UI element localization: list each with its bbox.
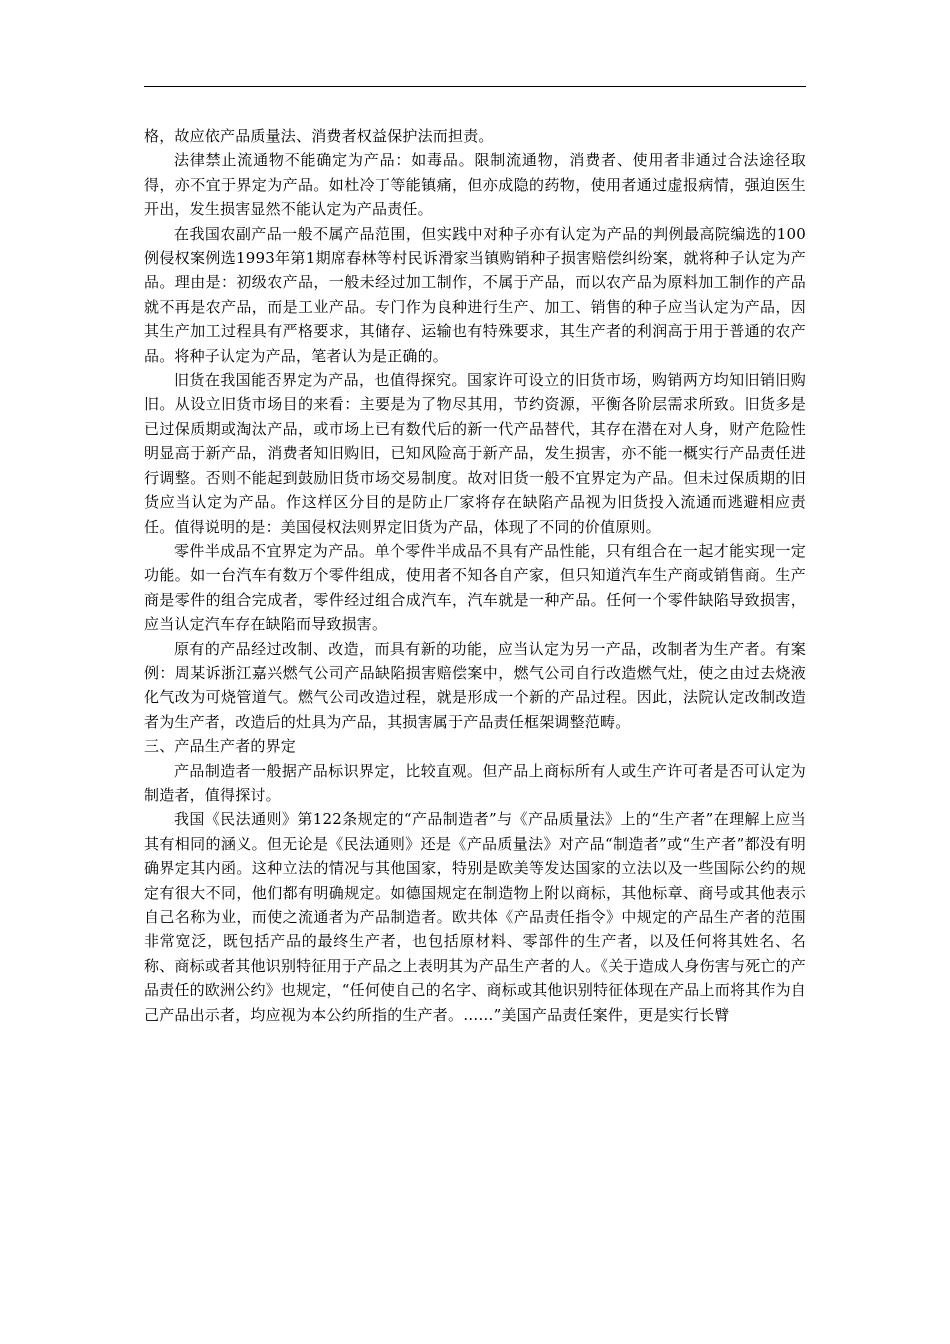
paragraph: 法律禁止流通物不能确定为产品：如毒品。限制流通物，消费者、使用者非通过合法途径取得，亦不宜于界定为产品。如杜冷丁等能镇痛，但亦成隐的药物，使用者通过虚报病情，强迫医生开出，发生损害显然不能认定为产品责任。 <box>144 151 806 219</box>
header-rule <box>144 86 806 87</box>
paragraph: 产品制造者一般据产品标识界定，比较直观。但产品上商标所有人或生产许可者是否可认定为制造者，值得探讨。 <box>144 761 806 804</box>
paragraph: 在我国农副产品一般不属产品范围，但实践中对种子亦有认定为产品的判例最高院编选的100例侵权案例选1993年第1期席春林等村民诉滑家当镇购销种子损害赔偿纠纷案，就将种子认定为产品。理由是：初级农产品，一般未经过加工制作，不属于产品，而以农产品为原料加工制作的产品就不再是农产品，而是工业产品。专门作为良种进行生产、加工、销售的种子应当认定为产品，因其生产加工过程具有严格要求，其储存、运输也有特殊要求，其生产者的利润高于用于普通的农产品。将种子认定为产品，笔者认为是正确的。 <box>144 224 806 365</box>
document-body <box>144 124 806 1027</box>
paragraph: 格，故应依产品质量法、消费者权益保护法而担责。 <box>144 127 494 145</box>
paragraph: 原有的产品经过改制、改造，而具有新的功能，应当认定为另一产品，改制者为生产者。有案例：周某诉浙江嘉兴燃气公司产品缺陷损害赔偿案中，燃气公司自行改造燃气灶，使之由过去烧液化气改为可烧管道气。燃气公司改造过程，就是形成一个新的产品过程。因此，法院认定改制改造者为生产者，改造后的灶具为产品，其损害属于产品责任框架调整范畴。 <box>144 639 806 731</box>
paragraph: 旧货在我国能否界定为产品，也值得探究。国家许可设立的旧货市场，购销两方均知旧销旧购旧。从设立旧货市场目的来看：主要是为了物尽其用，节约资源，平衡各阶层需求所致。旧货多是已过保质期或淘汰产品，或市场上已有数代后的新一代产品替代，其存在潜在对人身，财产危险性明显高于新产品，消费者知旧购旧，已知风险高于新产品，发生损害，亦不能一概实行产品责任进行调整。否则不能起到鼓励旧货市场交易制度。故对旧货一般不宜界定为产品。但未过保质期的旧货应当认定为产品。作这样区分目的是防止厂家将存在缺陷产品视为旧货投入流通而逃避相应责任。值得说明的是：美国侵权法则界定旧货为产品，体现了不同的价值原则。 <box>144 371 806 536</box>
paragraph: 零件半成品不宜界定为产品。单个零件半成品不具有产品性能，只有组合在一起才能实现一定功能。如一台汽车有数万个零件组成，使用者不知各自产家，但只知道汽车生产商或销售商。生产商是零件的组合完成者，零件经过组合成汽车，汽车就是一种产品。任何一个零件缺陷导致损害，应当认定汽车存在缺陷而导致损害。 <box>144 541 806 634</box>
section-heading: 三、产品生产者的界定 <box>144 737 297 756</box>
paragraph: 我国《民法通则》第122条规定的“产品制造者”与《产品质量法》上的“生产者”在理解上应当其有相同的涵义。但无论是《民法通则》还是《产品质量法》对产品“制造者”或“生产者”都没有明确界定其内函。这种立法的情况与其他国家，特别是欧美等发达国家的立法以及一些国际公约的规定有很大不同，他们都有明确规定。如德国规定在制造物上附以商标，其他标章、商号或其他表示自己名称为业，而使之流通者为产品制造者。欧共体《产品责任指令》中规定的产品生产者的范围非常宽泛，既包括产品的最终生产者，也包括原材料、零部件的生产者，以及任何将其姓名、名称、商标或者其他识别特征用于产品之上表明其为产品生产者的人。《关于造成人身伤害与死亡的产品责任的欧洲公约》也规定，“任何使自己的名字、商标或其他识别特征体现在产品上而将其作为自己产品出示者，均应视为本公约所指的生产者。……”美国产品责任案件，更是实行长臂 <box>144 810 806 1024</box>
